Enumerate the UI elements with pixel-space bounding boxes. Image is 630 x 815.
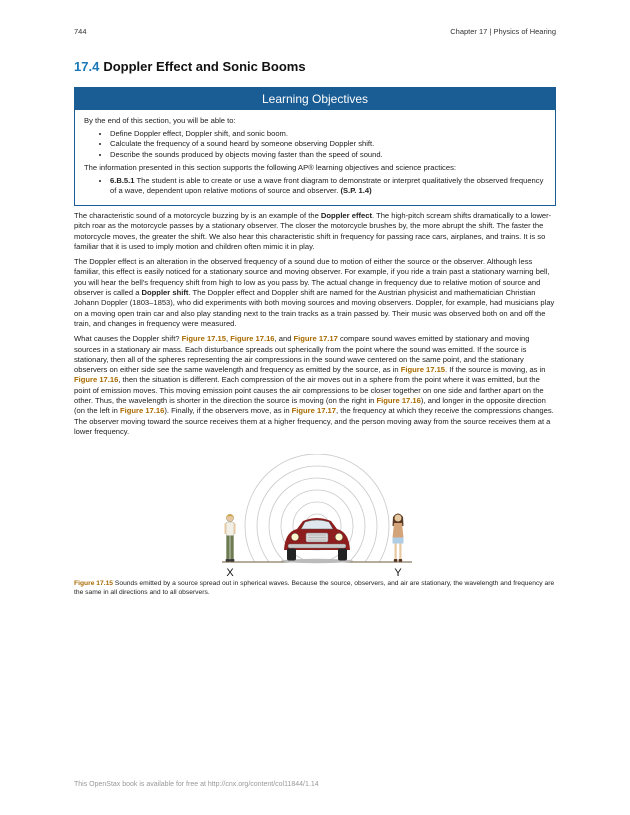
key-term-doppler-effect: Doppler effect (320, 211, 372, 220)
paragraph-text: . The Doppler effect and Doppler shift are named for the Austrian physicist and mathematician Christian Johann Doppler (1803–1853), who did experiments with both moving sources and moving observers. Doppler, for example, had musicians play on a moving open train car and also play standing next to the train tracks as a train passed by. Their music was observed both on and off the train, and changes in frequency were measured. (74, 288, 555, 328)
paragraph-text: , (225, 334, 231, 344)
paragraph-text: . If the source is moving, as in (445, 365, 546, 375)
figure-svg (217, 454, 417, 579)
paragraph-2 (74, 257, 555, 329)
ap-objectives-list (84, 176, 547, 196)
ap-objective-code: 6.B.5.1 (110, 176, 135, 186)
objectives-intro: By the end of this section, you will be able to: (84, 116, 236, 125)
paragraph-text: , and (274, 334, 294, 344)
page-footer: This OpenStax book is available for free at http://cnx.org/content/col11844/1.14 (74, 781, 319, 788)
learning-objectives-heading: Learning Objectives (75, 88, 555, 110)
ap-intro: The information presented in this section supports the following AP® learning objectives and science practices: (84, 162, 456, 172)
observer-y-figure (393, 514, 404, 562)
ap-science-practice: (S.P. 1.4) (340, 186, 372, 196)
section-title (74, 59, 306, 74)
objectives-list (84, 129, 547, 160)
figure-link[interactable]: Figure 17.17 (293, 334, 338, 344)
observer-y-label: Y (394, 567, 402, 579)
section-number: 17.4 (74, 59, 100, 74)
paragraph-text: The characteristic sound of a motorcycle buzzing by is an example of the (74, 211, 321, 220)
paragraph-text: . The high-pitch scream shifts dramatically to a lower-pitch roar as the motorcycle passes by a stationary observer. The closer the motorcycle brushes by, the more abrupt the shift. The faster the motorcycle moves, the greater the shift. We also hear this characteristic shift in frequency for passing race cars, airplanes, and trains. It is so familiar that it is used to imply motion and children often mimic it in play. (74, 211, 552, 251)
chapter-title: Chapter 17 | Physics of Hearing (450, 27, 556, 36)
observer-x-figure (225, 514, 236, 561)
car-sound-source (281, 518, 353, 563)
figure-link[interactable]: Figure 17.16 (120, 406, 165, 416)
objective-item: • Describe the sounds produced by objects moving faster than the speed of sound. (110, 150, 547, 160)
ap-objective-item (110, 176, 547, 196)
observer-x-label: X (226, 567, 234, 579)
figure-link[interactable]: Figure 17.16 (230, 334, 275, 344)
ap-objective-text: The student is able to create or use a wave front diagram to demonstrate or interpret qualitatively the observed frequency of a wave, dependent upon relative motions of source and observer. (110, 176, 544, 196)
paragraph-3 (74, 334, 555, 437)
paragraph-text: , the frequency at which they receive the compressions changes. The observer moving toward the source receives them at a higher frequency, and the person moving away from the source receives them at a lower frequency. (74, 406, 554, 436)
objective-item: • Calculate the frequency of a sound heard by someone observing Doppler shift. (110, 139, 547, 149)
ground-mask (217, 562, 417, 579)
page-number: 744 (74, 27, 87, 36)
paragraph-text: compare sound waves emitted by stationary and moving sources in a stationary air mass. Each disturbance spreads out spherically from the point where the sound was emitted. If the source is stationary, then all of the spheres representing the air compressions in the sound wave centered on the same point, and the stationary observers on either side see the same wavelength and frequency as emitted by the source, as in (74, 334, 530, 375)
figure-link[interactable]: Figure 17.17 (291, 406, 336, 416)
figure-caption-text: Sounds emitted by a source spread out in spherical waves. Because the source, observers, and air are stationary, the wavelength and frequency are the same in all directions and to all observers. (74, 580, 555, 596)
paragraph-text: ). Finally, if the observers move, as in (164, 406, 292, 416)
learning-objectives-body (75, 110, 555, 205)
figure-caption (74, 580, 555, 598)
section-heading: Doppler Effect and Sonic Booms (103, 59, 306, 74)
objective-item: • Define Doppler effect, Doppler shift, and sonic boom. (110, 129, 547, 139)
learning-objectives-box (74, 87, 556, 206)
main-content (74, 211, 555, 442)
key-term-doppler-shift: Doppler shift (141, 288, 189, 298)
figure-link[interactable]: Figure 17.16 (74, 375, 119, 385)
paragraph-text: ), and longer in the opposite direction (on the left in (74, 396, 546, 416)
figure-link[interactable]: Figure 17.15 (181, 334, 226, 344)
paragraph-text: , then the situation is different. Each compression of the air moves out in a sphere from the point where it was emitted, but the point of emission moves. This moving emission point causes the air compressions to be closer together on one side and farther apart on the other. Thus, the wavelength is shorter in the direction the source is moving (on the right in (74, 375, 544, 406)
figure-doppler-illustration (217, 454, 417, 579)
paragraph-text: The Doppler effect is an alteration in the observed frequency of a sound due to motion of either the source or the observer. Although less familiar, this effect is easily noticed for a stationary source and moving observer. For example, if you ride a train past a stationary warning bell, you will hear the bell's frequency shift from high to low as you pass by. The actual change in frequency due to relative motion of source and observer is called a (74, 257, 550, 298)
figure-link[interactable]: Figure 17.15 (400, 365, 446, 375)
paragraph-1 (74, 211, 555, 252)
paragraph-text: What causes the Doppler shift? (74, 334, 182, 344)
figure-caption-label: Figure 17.15 (74, 580, 114, 587)
figure-link[interactable]: Figure 17.16 (376, 396, 421, 406)
